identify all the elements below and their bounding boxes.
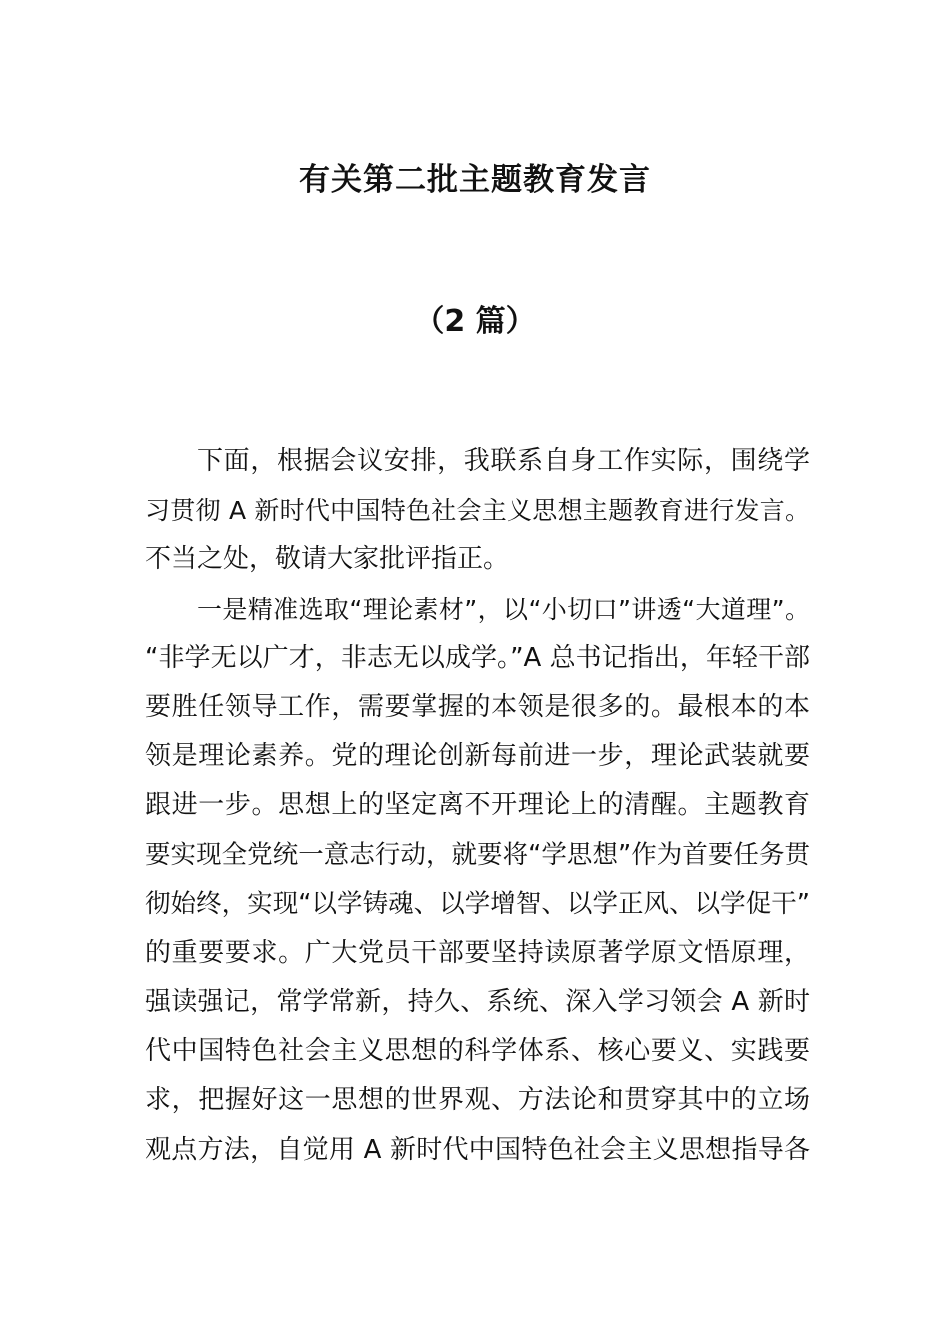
paragraph-2-line-11: 求，把握好这一思想的世界观、方法论和贯穿其中的立场 (145, 1085, 810, 1116)
paragraph-2-line-10: 代中国特色社会主义思想的科学体系、核心要义、实践要 (145, 1036, 810, 1067)
paragraph-2-line-7: 彻始终，实现“以学铸魂、以学增智、以学正风、以学促干” (145, 888, 810, 919)
paragraph-2-line-3: 要胜任领导工作，需要掌握的本领是很多的。最根本的本 (145, 691, 810, 722)
paragraph-2-line-9: 强读强记，常学常新，持久、系统、深入学习领会 A 新时 (145, 987, 810, 1018)
paragraph-2-line-12: 观点方法，自觉用 A 新时代中国特色社会主义思想指导各 (145, 1134, 810, 1165)
paragraph-2-line-5: 跟进一步。思想上的坚定离不开理论上的清醒。主题教育 (145, 790, 810, 821)
document-title: 有关第二批主题教育发言 (299, 162, 651, 198)
document-body (145, 437, 810, 1175)
paragraph-1-line-2: 习贯彻 A 新时代中国特色社会主义思想主题教育进行发言。 (145, 496, 810, 526)
paragraph-2-line-8: 的重要要求。广大党员干部要坚持读原著学原文悟原理， (145, 937, 810, 968)
paragraph-2-line-2: “非学无以广才，非志无以成学。”A 总书记指出，年轻干部 (145, 642, 810, 673)
paragraph-1-line-3: 不当之处，敬请大家批评指正。 (145, 544, 510, 575)
paragraph-2-line-6: 要实现全党统一意志行动，就要将“学思想”作为首要任务贯 (145, 839, 810, 870)
paragraph-2-line-4: 领是理论素养。党的理论创新每前进一步，理论武装就要 (145, 741, 810, 772)
paragraph-2-line-1: 一是精准选取“理论素材”，以“小切口”讲透“大道理”。 (197, 594, 810, 624)
paragraph-1-line-1: 下面，根据会议安排，我联系自身工作实际，围绕学 (197, 446, 810, 476)
document-subtitle: （2 篇） (414, 304, 536, 339)
